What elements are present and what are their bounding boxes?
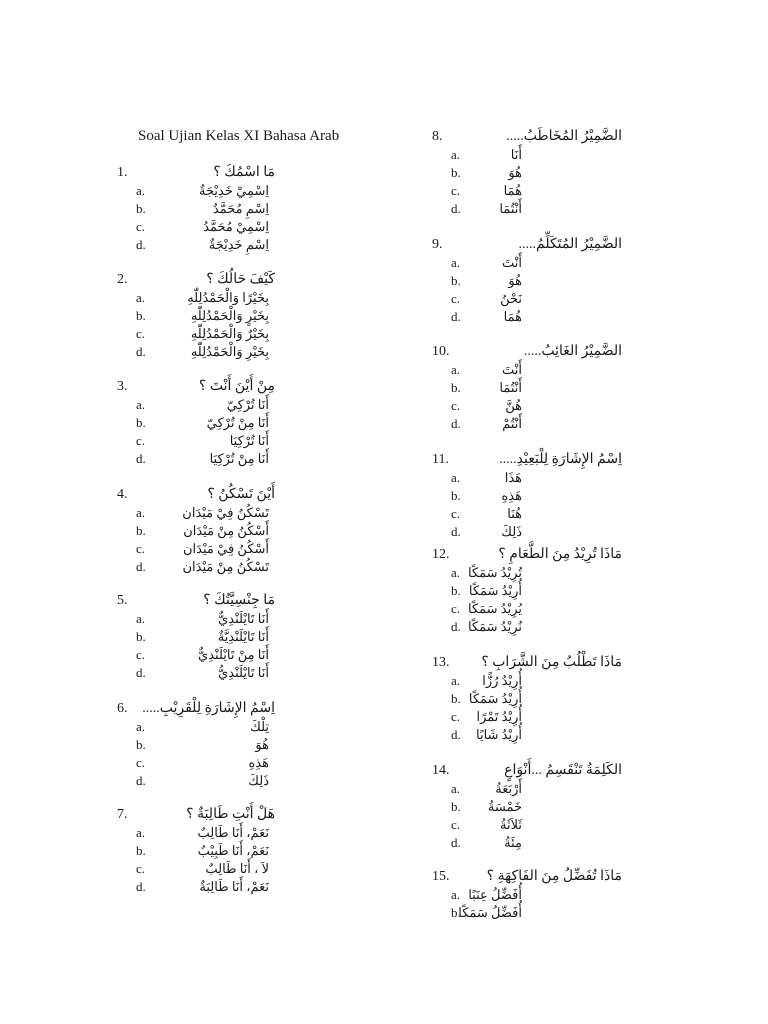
option-letter: c. [136,541,146,556]
answer-option [117,772,417,790]
option-letter: b. [451,488,461,503]
option-letter: a. [451,147,461,162]
option-letter: a. [136,719,146,734]
question-number: 10. [432,344,450,359]
answer-option [117,200,417,218]
option-text: لاَ ، أَنَا طَالِبٌ [205,861,269,876]
option-text: أَرْبَعَةُ [495,781,522,796]
option-letter: c. [136,326,146,341]
option-letter: b. [451,273,461,288]
option-text: أَنْتَ [502,255,522,270]
question-number: 15. [432,869,450,884]
option-letter: d. [136,451,146,466]
option-text: أَنَا تُرْكِيَا [229,433,269,448]
question-9 [432,236,732,326]
question-text: مَا جِنْسِيَّتُكَ ؟ [203,593,275,608]
question-3 [117,378,417,468]
question-line [117,486,417,504]
answer-option [432,690,732,708]
question-number: 9. [432,237,443,252]
option-text: أَنَا مِنْ تَايْلَنْدِيٌّ [198,647,269,662]
option-letter: c. [451,291,461,306]
question-number: 12. [432,547,450,562]
option-text: أَنَا مِنْ تُرْكِيَا [209,451,269,466]
option-letter: a. [451,673,461,688]
option-text: هُمَا [503,183,522,198]
answer-option [432,487,732,505]
option-text: أُرِيْدُ رُزًّا [482,673,522,688]
option-text: نُرِيْدُ سَمَكًا [467,619,522,634]
option-text: اِسْمِ خَدِيْجَةٌ [208,237,269,252]
answer-option [432,379,732,397]
answer-option [432,672,732,690]
answer-option [432,272,732,290]
answer-option [432,200,732,218]
answer-option [432,618,732,636]
question-text: اِسْمُ الإِشَارَةِ لِلْقَرِيْبِ..... [142,701,275,716]
answer-option [432,600,732,618]
option-letter: d. [451,416,461,431]
answer-option [117,878,417,896]
question-text: اِسْمُ الإِشَارَةِ لِلْبَعِيْدِ..... [499,452,622,467]
option-letter: b. [136,843,146,858]
option-letter: d. [451,835,461,850]
option-letter: b. [136,737,146,752]
question-line [117,806,417,824]
option-text: أَسْكُنُ فِيْ مَيْدَان [183,541,269,556]
option-text: بِخَيْرِ وَالْحَمْدُلِلّٰهِ [190,344,269,359]
option-text: اِسْمِيْ مُحَمَّدُ [203,219,269,234]
answer-option [117,522,417,540]
option-letter: b. [136,523,146,538]
answer-option [117,718,417,736]
answer-option [432,726,732,744]
answer-option [432,308,732,326]
question-5 [117,592,417,682]
option-letter: b. [451,691,461,706]
option-letter: a. [136,183,146,198]
question-text: مِنْ أَيْنَ أَنْتَ ؟ [198,379,275,394]
question-number: 8. [432,129,443,144]
question-text: الكَلِمَةُ تَنْقَسِمُ ...أَنْوَاعٍ [504,763,622,778]
answer-option [117,646,417,664]
option-text: هُوَ [255,737,269,752]
option-text: أَنَا تَايْلَنْدِيٌّ [218,611,269,626]
answer-option [117,396,417,414]
option-letter: b. [136,415,146,430]
answer-option [117,860,417,878]
option-text: أَنْتُمْ [502,416,522,431]
option-text: أُفَضِّلُ عِنَبًا [468,887,522,902]
answer-option [117,610,417,628]
question-number: 6. [117,701,128,716]
question-1 [117,164,417,254]
question-line [117,271,417,289]
option-letter: b. [451,799,461,814]
question-12 [432,546,732,636]
option-letter: a. [451,255,461,270]
option-letter: b. [136,629,146,644]
option-text: بِخَيْرًا وَالْحَمْدُلِلّٰهِ [187,290,269,305]
question-14 [432,762,732,852]
option-text: أَنَا تُرْكِيّ [226,397,269,412]
answer-option [117,450,417,468]
answer-option [117,504,417,522]
answer-option [432,708,732,726]
question-line [432,343,732,361]
question-text: مَاذَا تُفَضِّلُ مِنَ الفَاكِهَةِ ؟ [486,869,622,884]
option-text: ذَلِكَ [248,773,269,788]
question-line [432,546,732,564]
option-text: نَعَمْ، أَنَا طَالِبَةٌ [199,879,269,894]
option-text: تَسْكُنُ مِنْ مَيْدَان [182,559,269,574]
option-letter: d. [451,619,461,634]
answer-option [432,254,732,272]
option-text: يُرِيْدُ سَمَكًا [467,601,522,616]
question-line [117,700,417,718]
option-letter: d. [451,201,461,216]
question-11 [432,451,732,541]
answer-option [432,886,732,904]
question-line [117,378,417,396]
question-number: 13. [432,655,450,670]
option-text: أَنَا تَايْلَنْدِيَّةٌ [217,629,269,644]
question-number: 5. [117,593,128,608]
option-letter: a. [136,290,146,305]
answer-option [432,290,732,308]
option-letter: c. [136,861,146,876]
option-letter: d. [451,309,461,324]
option-letter: b. [136,308,146,323]
question-number: 7. [117,807,128,822]
answer-option [432,834,732,852]
answer-option [117,628,417,646]
option-text: بِخَيْرٍ وَالْحَمْدُلِلّٰهِ [190,308,269,323]
answer-option [432,798,732,816]
option-letter: d. [136,879,146,894]
option-text: أَنْتُمَا [499,380,522,395]
option-text: ثَلاَثَةُ [500,817,522,832]
answer-option [117,307,417,325]
option-text: مِئَةُ [504,835,522,850]
answer-option [117,182,417,200]
question-text: مَاذَا تَطْلُبُ مِنَ الشَّرَابِ ؟ [481,655,622,670]
answer-option [432,415,732,433]
question-line [432,762,732,780]
option-text: تِلْكَ [250,719,269,734]
option-text: بِخَيْرٌ وَالْحَمْدُلِلّٰهِ [190,326,269,341]
option-letter: d. [136,559,146,574]
question-8 [432,128,732,218]
page-title: Soal Ujian Kelas XI Bahasa Arab [138,128,340,144]
option-letter: d. [136,344,146,359]
question-text: كَيْفَ حَالُكَ ؟ [206,272,275,287]
question-number: 2. [117,272,128,287]
option-text: تُرِيْدُ سَمَكًا [467,565,522,580]
question-text: الضَّمِيْرُ الغَائِبُ..... [523,344,622,359]
answer-option [432,397,732,415]
option-text: هَذِهِ [501,488,522,503]
option-text: اِسْمِيْ خَدِيْجَةٌ [199,183,269,198]
answer-option [432,361,732,379]
option-letter: c. [136,755,146,770]
answer-option [432,780,732,798]
option-letter: a. [451,470,461,485]
option-letter: a. [136,397,146,412]
option-letter: d. [136,773,146,788]
option-text: أَسْكُنُ مِنْ مَيْدَان [183,523,269,538]
option-text: خَمْسَةُ [487,799,522,814]
option-text: هَذَا [504,470,522,485]
option-text: أَنَا تَايْلَنْدِيُّ [218,665,269,680]
answer-option [117,343,417,361]
answer-option [432,182,732,200]
question-10 [432,343,732,433]
option-text: ذَلِكَ [501,524,522,539]
question-number: 3. [117,379,128,394]
option-text: أَنَا مِنْ تُرْكِيّ [206,415,269,430]
answer-option [117,325,417,343]
option-text: أُرِيْدُ سَمَكًا [468,583,522,598]
option-text: نَعَمْ، أَنَا طَالِبٌ [197,825,269,840]
option-letter: c. [451,398,461,413]
answer-option [117,540,417,558]
option-letter: c. [451,183,461,198]
option-text: أُفَضِّلُ سَمَكًا [458,905,522,920]
answer-option [117,236,417,254]
option-letter: a. [136,611,146,626]
answer-option [117,414,417,432]
option-letter: c. [451,601,461,616]
answer-option [117,289,417,307]
answer-option [117,432,417,450]
answer-option [117,558,417,576]
option-letter: c. [451,709,461,724]
question-15 [432,868,732,922]
option-letter: c. [136,219,146,234]
option-letter: b. [451,583,461,598]
answer-option [117,218,417,236]
option-letter: b. [451,165,461,180]
question-number: 11. [432,452,449,467]
option-letter: d. [451,727,461,742]
option-letter: d. [451,524,461,539]
question-7 [117,806,417,896]
option-letter: a. [451,362,461,377]
answer-option [117,754,417,772]
question-number: 4. [117,487,128,502]
answer-option [432,523,732,541]
question-line [117,592,417,610]
option-text: أَنَا [510,147,522,162]
option-letter: a. [136,825,146,840]
question-text: هَلْ أَنْتِ طَالِبَةٌ ؟ [186,807,275,822]
option-letter: c. [451,506,461,521]
question-13 [432,654,732,744]
question-line [432,868,732,886]
option-text: أُرِيْدُ تَمْرًا [476,709,522,724]
option-text: هُنَا [507,506,522,521]
question-6 [117,700,417,790]
answer-option [432,816,732,834]
option-letter: c. [136,433,146,448]
answer-option [432,469,732,487]
question-line [432,236,732,254]
question-line [432,654,732,672]
answer-option [432,564,732,582]
answer-option [432,164,732,182]
option-text: هُمَا [503,309,522,324]
option-letter: a. [451,781,461,796]
answer-option [117,736,417,754]
answer-option [117,824,417,842]
option-text: أَنْتَ [502,362,522,377]
option-text: أَنْتُمَا [499,201,522,216]
question-4 [117,486,417,576]
answer-option [117,842,417,860]
question-number: 1. [117,165,128,180]
option-letter: c. [451,817,461,832]
question-2 [117,271,417,361]
answer-option [432,146,732,164]
option-text: هُنَّ [505,398,522,413]
answer-option [432,904,732,922]
option-text: هَذِهِ [248,755,269,770]
option-letter: b. [136,201,146,216]
question-line [432,451,732,469]
option-text: اِسْمِ مُحَمَّدٌ [212,201,269,216]
question-text: الضَّمِيْرُ المُتَكَلِّمُ..... [518,237,622,252]
option-text: أُرِيْدُ شَايًا [475,727,522,742]
option-text: هُوَ [508,165,522,180]
option-text: نَحْنُ [500,291,522,306]
question-text: مَا اسْمُكَ ؟ [213,165,275,180]
option-letter: d. [136,237,146,252]
question-line [117,164,417,182]
question-number: 14. [432,763,450,778]
question-text: مَاذَا تُرِيْدُ مِنَ الطَّعَامِ ؟ [498,547,622,562]
question-text: أَيْنَ تَسْكُنُ ؟ [207,487,275,502]
option-text: أُرِيْدُ سَمَكًا [468,691,522,706]
option-letter: a. [451,565,461,580]
answer-option [432,582,732,600]
option-letter: a. [451,887,461,902]
answer-option [432,505,732,523]
option-letter: b. [451,905,461,920]
option-text: هُوَ [508,273,522,288]
option-letter: a. [136,505,146,520]
option-letter: d. [136,665,146,680]
question-line [432,128,732,146]
question-text: الضَّمِيْرُ المُخَاطَبُ..... [506,129,622,144]
answer-option [117,664,417,682]
option-text: تَسْكُنُ فِيْ مَيْدَان [182,505,269,520]
option-letter: c. [136,647,146,662]
option-letter: b. [451,380,461,395]
option-text: نَعَمْ، أَنَا طَبِيْبٌ [197,843,269,858]
